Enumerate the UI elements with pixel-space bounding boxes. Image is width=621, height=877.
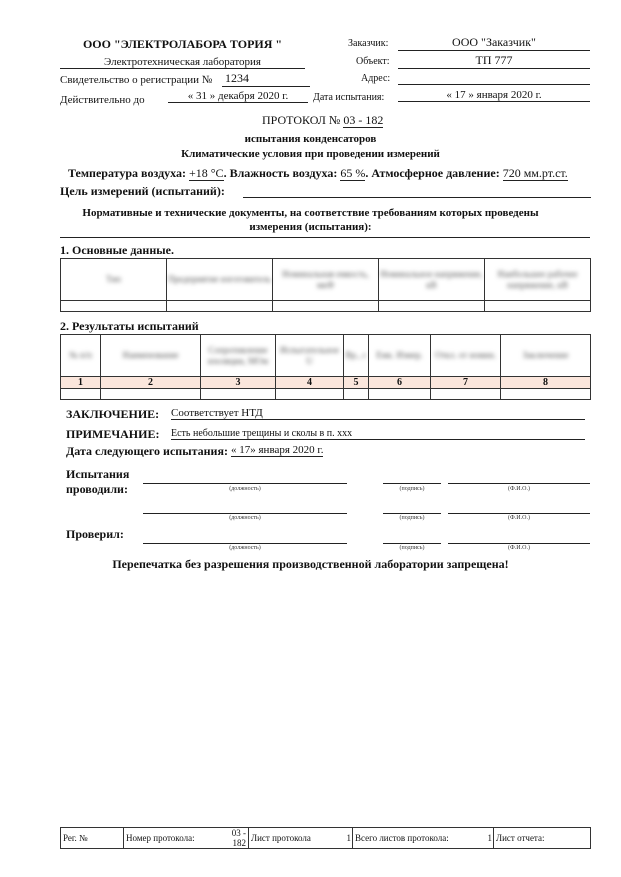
position-line[interactable] xyxy=(143,473,347,484)
position-line[interactable] xyxy=(143,503,347,514)
caption-name: (Ф.И.О.) xyxy=(508,515,530,521)
footer-report-label: Лист отчета: xyxy=(494,828,591,849)
basic-data-cell xyxy=(485,301,591,312)
norms-line-1: Нормативные и технические документы, на соответствие требованиям которых проведены xyxy=(82,207,539,219)
caption-position: (должность) xyxy=(229,515,261,521)
footer-sheet-label: Лист протокола xyxy=(249,828,345,849)
next-date-label: Дата следующего испытания: xyxy=(66,444,228,458)
note-label: ПРИМЕЧАНИЕ: xyxy=(66,427,160,441)
column-number: 3 xyxy=(201,377,276,389)
results-data-cell xyxy=(431,389,501,400)
test-date-value: « 17 » января 2020 г. xyxy=(398,89,590,102)
results-header-cell: Наименование xyxy=(101,335,201,377)
checked-by-label: Проверил: xyxy=(66,527,124,541)
results-header-cell: Емк. Измер. xyxy=(369,335,431,377)
footer-protocol-number: 03 - 182 xyxy=(216,828,249,849)
customer-label: Заказчик: xyxy=(348,38,389,49)
signature-line[interactable] xyxy=(383,473,441,484)
footer-table xyxy=(60,827,591,849)
caption-signature: (подпись) xyxy=(399,515,425,521)
reprint-warning: Перепечатка без разрешения производственной лаборатории запрещена! xyxy=(112,557,509,571)
protocol-number: 03 - 182 xyxy=(343,113,384,127)
results-data-cell xyxy=(101,389,201,400)
caption-name: (Ф.И.О.) xyxy=(508,545,530,551)
results-data-cell xyxy=(369,389,431,400)
protocol-title xyxy=(262,113,383,128)
conditions-title: Климатические условия при проведении измерений xyxy=(181,148,440,160)
norms-line-2: измерения (испытания): xyxy=(249,221,372,233)
column-number: 2 xyxy=(101,377,201,389)
test-date-label: Дата испытания: xyxy=(313,92,385,103)
valid-date: « 31 » декабря 2020 г. xyxy=(168,90,308,103)
basic-data-cell xyxy=(167,301,273,312)
pressure-label: Атмосферное давление: xyxy=(371,166,500,180)
results-table xyxy=(60,334,591,400)
object-label: Объект: xyxy=(356,56,390,67)
signature-line[interactable] xyxy=(383,503,441,514)
basic-header-cell: Номинальная емкость, мкФ xyxy=(273,259,379,301)
caption-name: (Ф.И.О.) xyxy=(508,486,530,492)
column-number: 7 xyxy=(431,377,501,389)
section1-title: 1. Основные данные. xyxy=(60,243,174,257)
basic-data-table xyxy=(60,258,591,312)
note-value: Есть небольшие трещины и сколы в п. ххх xyxy=(171,428,585,440)
footer-reg: Рег. № xyxy=(61,828,124,849)
results-header-cell: Вр., с xyxy=(344,335,369,377)
purpose-line xyxy=(243,183,591,198)
object-value: ТП 777 xyxy=(398,53,590,69)
footer-total-label: Всего листов протокола: xyxy=(353,828,484,849)
humidity-value: 65 % xyxy=(340,166,366,180)
lab-subtitle: Электротехническая лаборатория xyxy=(60,56,305,69)
caption-signature: (подпись) xyxy=(399,545,425,551)
basic-data-cell xyxy=(273,301,379,312)
basic-header-cell: Номинальное напряжение, кВ xyxy=(379,259,485,301)
pressure-value: 720 мм.рт.ст. xyxy=(502,166,568,180)
cert-number: 1234 xyxy=(222,71,310,87)
caption-position: (должность) xyxy=(229,545,261,551)
protocol-subject: испытания конденсаторов xyxy=(244,133,377,145)
purpose-label: Цель измерений (испытаний): xyxy=(60,184,225,198)
column-number: 4 xyxy=(276,377,344,389)
basic-header-cell: Предприятие изготовитель xyxy=(167,259,273,301)
column-number: 8 xyxy=(501,377,591,389)
basic-data-cell xyxy=(61,301,167,312)
conclusion-label: ЗАКЛЮЧЕНИЕ: xyxy=(66,407,160,421)
results-header-cell: Сопротивление изоляции, МОм xyxy=(201,335,276,377)
caption-position: (должность) xyxy=(229,486,261,492)
column-number: 6 xyxy=(369,377,431,389)
basic-data-cell xyxy=(379,301,485,312)
name-line[interactable] xyxy=(448,533,590,544)
norms-line xyxy=(60,223,590,238)
protocol-title-prefix: ПРОТОКОЛ № xyxy=(262,113,341,127)
results-header-cell: Откл. от номин. xyxy=(431,335,501,377)
footer-protocol-label: Номер протокола: xyxy=(124,828,216,849)
conditions-line: Температура воздуха: +18 °С. Влажность воздуха: 65 %. Атмосферное давление: 720 мм.рт.ст. xyxy=(68,166,568,180)
column-number: 5 xyxy=(344,377,369,389)
lab-name: ООО "ЭЛЕКТРОЛАБОРА ТОРИЯ " xyxy=(82,37,283,51)
section2-title: 2. Результаты испытаний xyxy=(60,319,199,333)
customer-value: ООО "Заказчик" xyxy=(398,35,590,51)
conclusion-value: Соответствует НТД xyxy=(171,407,585,420)
results-header-cell: Испытательное U xyxy=(276,335,344,377)
results-data-cell xyxy=(201,389,276,400)
column-number: 1 xyxy=(61,377,101,389)
next-date-value: « 17» января 2020 г. xyxy=(231,444,324,456)
footer-total-value: 1 xyxy=(484,828,494,849)
temp-label: Температура воздуха: xyxy=(68,166,186,180)
results-data-cell xyxy=(344,389,369,400)
address-value xyxy=(398,70,590,85)
caption-signature: (подпись) xyxy=(399,486,425,492)
results-header-cell: Заключение xyxy=(501,335,591,377)
tested-by-label: Испытания xyxy=(66,467,130,481)
valid-label: Действительно до xyxy=(60,94,145,106)
signature-line[interactable] xyxy=(383,533,441,544)
tested-by-label-2: проводили: xyxy=(66,482,128,496)
cert-label: Свидетельство о регистрации № xyxy=(60,74,213,86)
results-header-cell: № п/п xyxy=(61,335,101,377)
results-data-cell xyxy=(501,389,591,400)
results-data-cell xyxy=(276,389,344,400)
temp-value: +18 °С xyxy=(188,166,224,180)
name-line[interactable] xyxy=(448,503,590,514)
footer-sheet-value: 1 xyxy=(345,828,353,849)
address-label: Адрес: xyxy=(361,73,391,84)
basic-header-cell: Наибольшее рабочее напряжение, кВ xyxy=(485,259,591,301)
humidity-label: Влажность воздуха: xyxy=(229,166,338,180)
basic-header-cell: Тип xyxy=(61,259,167,301)
name-line[interactable] xyxy=(448,473,590,484)
position-line[interactable] xyxy=(143,533,347,544)
results-data-cell xyxy=(61,389,101,400)
